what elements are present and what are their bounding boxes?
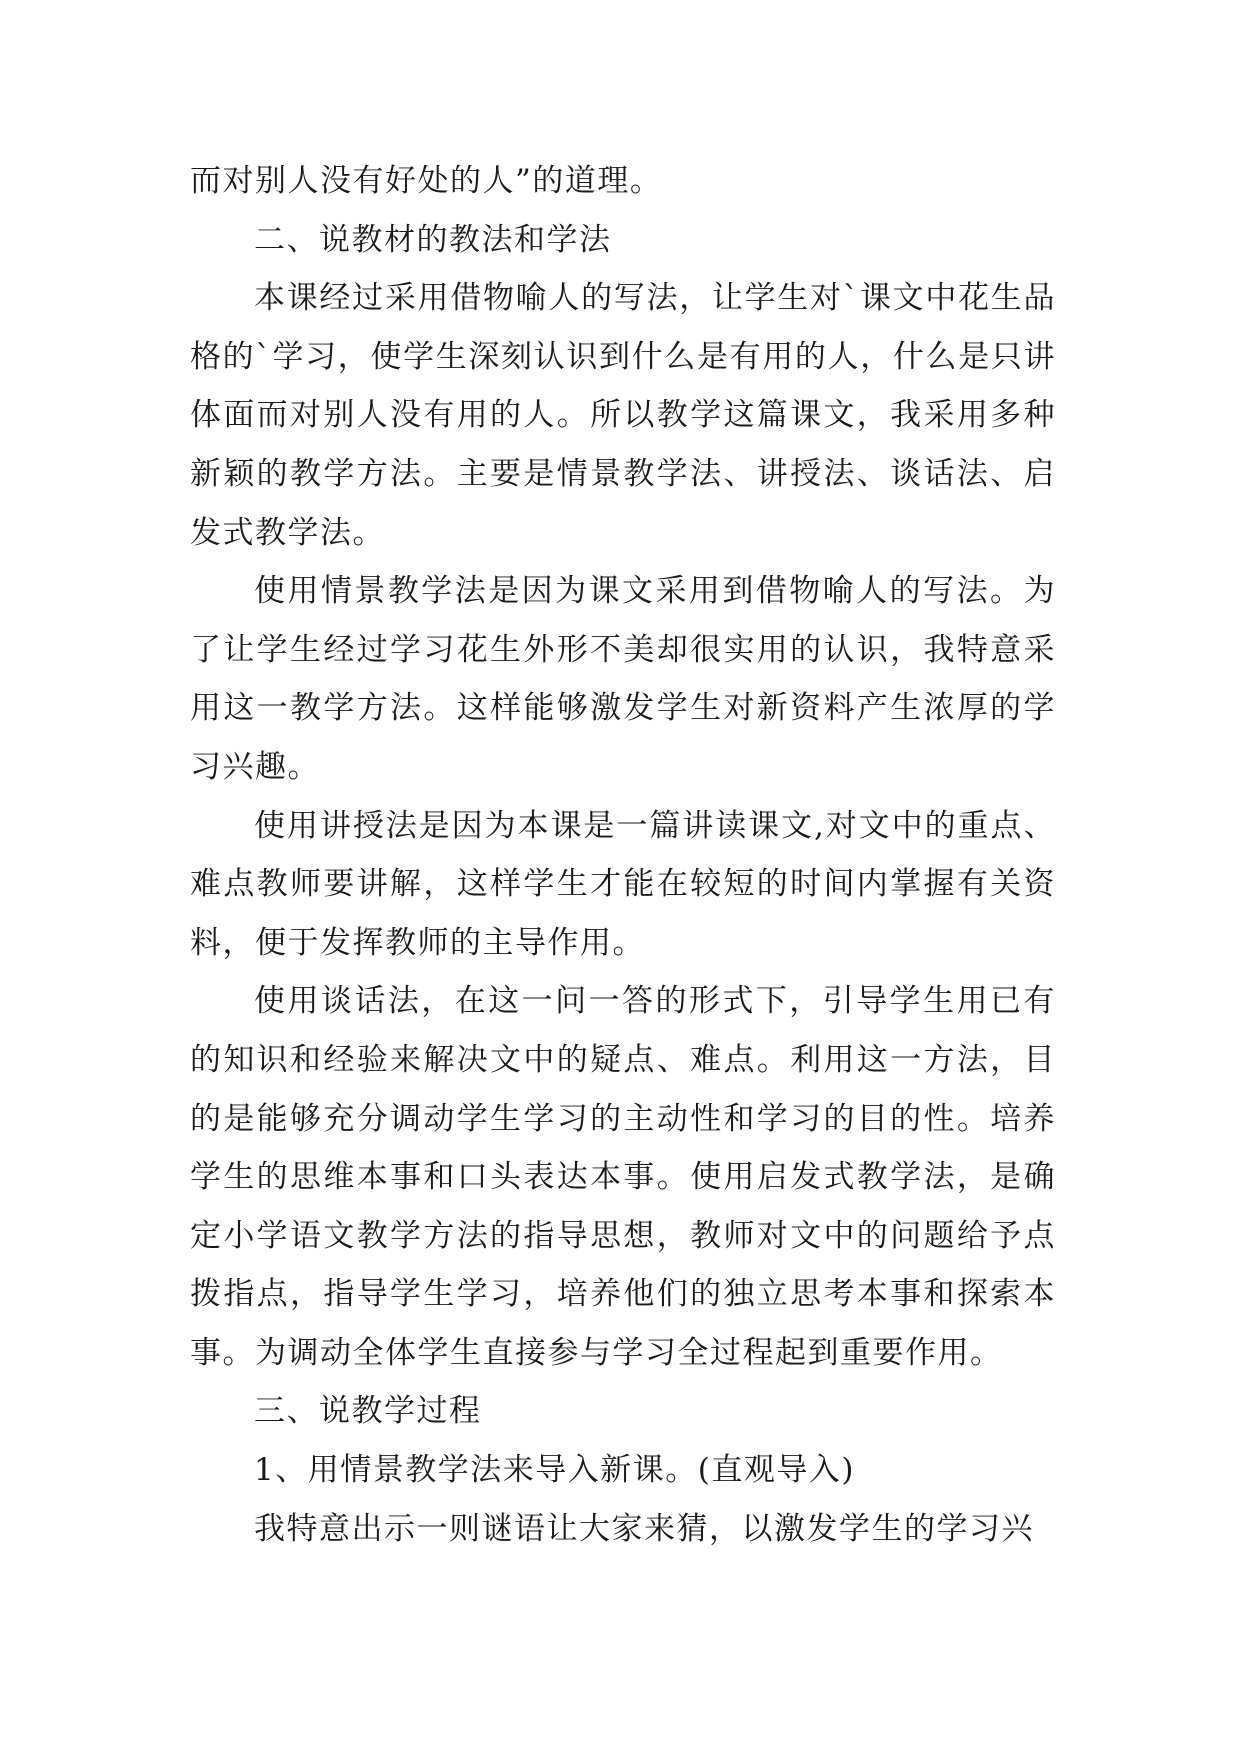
paragraph-overview: 本课经过采用借物喻人的写法，让学生对`课文中花生品格的`学习，使学生深刻认识到什么是有用的人，什么是只讲体面而对别人没有用的人。所以教学这篇课文，我采用多种新颖的教学方法。主要是情景教学法、讲授法、谈话法、启发式教学法。 [190, 280, 1056, 551]
paragraph-continuation: 而对别人没有好处的人”的道理。 [190, 163, 663, 199]
document-body [190, 152, 1056, 1558]
section-heading-teaching-methods: 二、说教材的教法和学法 [254, 221, 612, 258]
paragraph-situational-method: 使用情景教学法是因为课文采用到借物喻人的写法。为了让学生经过学习花生外形不美却很实用的认识，我特意采用这一教学方法。这样能够激发学生对新资料产生浓厚的学习兴趣。 [190, 573, 1056, 785]
subsection-heading-introduction: 1、用情景教学法来导入新课。(直观导入) [254, 1452, 855, 1489]
paragraph-lecture-method: 使用讲授法是因为本课是一篇讲读课文,对文中的重点、难点教师要讲解，这样学生才能在较短的时间内掌握有关资料，便于发挥教师的主导作用。 [190, 807, 1056, 961]
paragraph-riddle: 我特意出示一则谜语让大家来猜，以激发学生的学习兴 [254, 1510, 1034, 1547]
paragraph-discussion-method: 使用谈话法，在这一问一答的形式下，引导学生用已有的知识和经验来解决文中的疑点、难点。利用这一方法，目的是能够充分调动学生学习的主动性和学习的目的性。培养学生的思维本事和口头表达本事。使用启发式教学法，是确定小学语文教学方法的指导思想，教师对文中的问题给予点拨指点，指导学生学习，培养他们的独立思考本事和探索本事。为调动全体学生直接参与学习全过程起到重要作用。 [190, 983, 1056, 1371]
section-heading-teaching-process: 三、说教学过程 [254, 1393, 482, 1430]
